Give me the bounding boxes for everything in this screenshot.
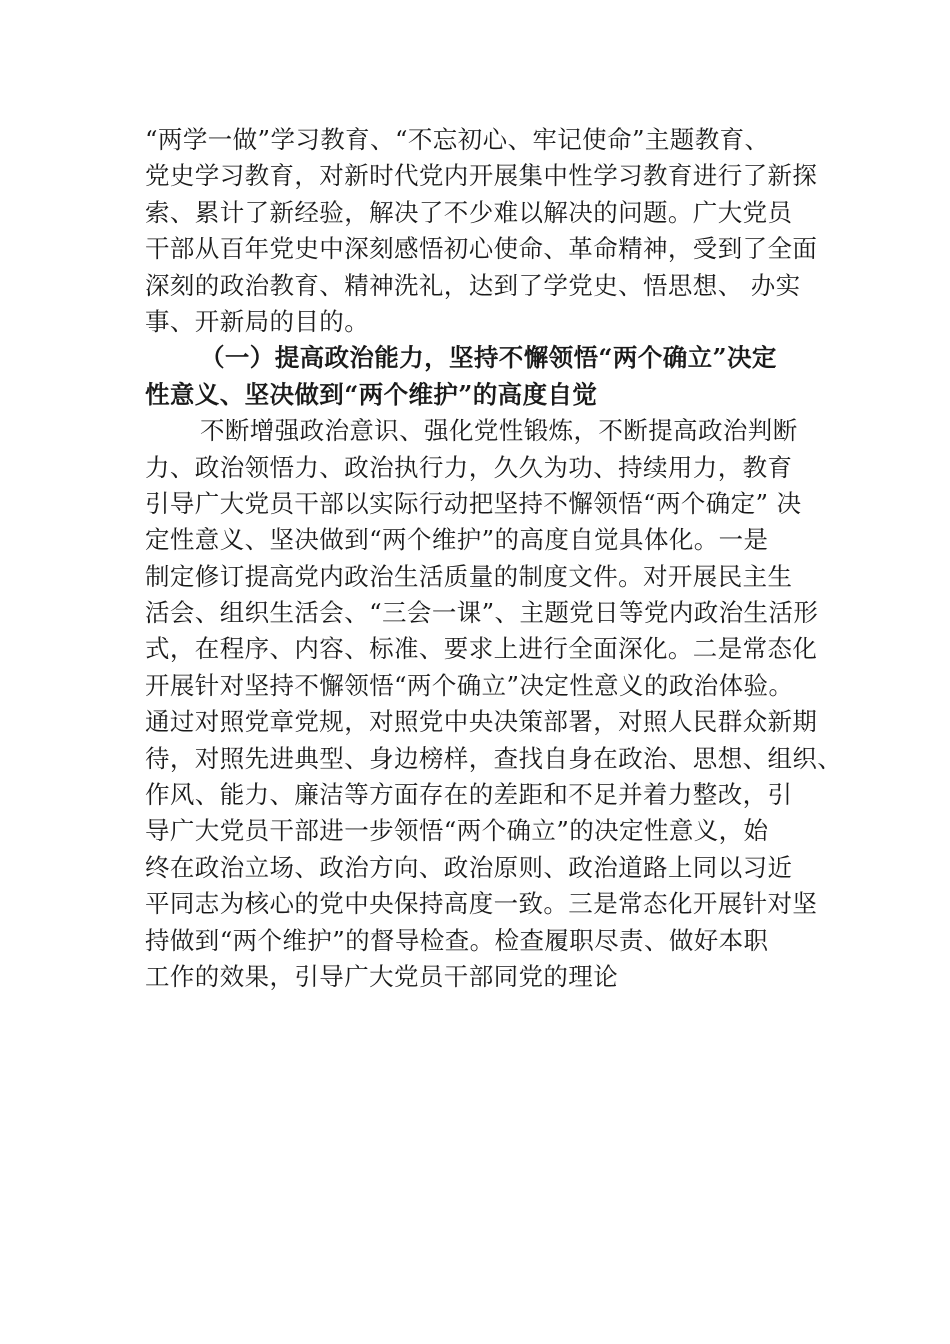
paragraph-line: “两学一做”学习教育、“不忘初心、牢记使命”主题教育、 — [145, 125, 770, 154]
paragraph-line: 工作的效果，引导广大党员干部同党的理论 — [145, 961, 619, 991]
paragraph-line: 党史学习教育，对新时代党内开展集中性学习教育进行了新探 — [145, 161, 818, 191]
section-heading-line: 性意义、坚决做到“两个维护”的高度自觉 — [145, 379, 598, 409]
paragraph-line: 平同志为核心的党中央保持高度一致。三是常态化开展针对坚 — [145, 889, 818, 919]
paragraph-line: 持做到“两个维护”的督导检查。检查履职尽责、做好本职 — [145, 925, 769, 955]
paragraph-line: 定性意义、坚决做到“两个维护”的高度自觉具体化。一是 — [145, 525, 769, 555]
paragraph-line: 作风、能力、廉洁等方面存在的差距和不足并着力整改，引 — [145, 780, 793, 810]
paragraph-line: 引导广大党员干部以实际行动把坚持不懈领悟“两个确定” 决 — [145, 488, 802, 518]
paragraph-line: 索、累计了新经验，解决了不少难以解决的问题。广大党员 — [145, 197, 793, 227]
paragraph-line: 制定修订提高党内政治生活质量的制度文件。对开展民主生 — [145, 561, 793, 591]
paragraph-line: 不断增强政治意识、强化党性锻炼，不断提高政治判断 — [200, 416, 798, 446]
paragraph-line: 式，在程序、内容、标准、要求上进行全面深化。二是常态化 — [145, 634, 818, 664]
paragraph-line: 事、开新局的目的。 — [145, 306, 370, 336]
document-body — [145, 122, 843, 995]
paragraph-line: 深刻的政治教育、精神洗礼，达到了学党史、悟思想、 办实 — [145, 270, 801, 300]
paragraph-line: 干部从百年党史中深刻感悟初心使命、革命精神，受到了全面 — [145, 234, 818, 264]
paragraph-line: 导广大党员干部进一步领悟“两个确立”的决定性意义，始 — [145, 816, 769, 846]
section-heading-line: （一）提高政治能力，坚持不懈领悟“两个确立”决定 — [200, 343, 777, 373]
paragraph-line: 活会、组织生活会、“三会一课”、主题党日等党内政治生活形 — [145, 598, 819, 628]
paragraph-line: 开展针对坚持不懈领悟“两个确立”决定性意义的政治体验。 — [145, 670, 794, 700]
paragraph-line: 终在政治立场、政治方向、政治原则、政治道路上同以习近 — [145, 852, 793, 882]
paragraph-line: 力、政治领悟力、政治执行力，久久为功、持续用力，教育 — [145, 452, 793, 482]
paragraph-line: 待，对照先进典型、身边榜样，查找自身在政治、思想、组织、 — [145, 743, 843, 773]
paragraph-line: 通过对照党章党规，对照党中央决策部署，对照人民群众新期 — [145, 707, 818, 737]
